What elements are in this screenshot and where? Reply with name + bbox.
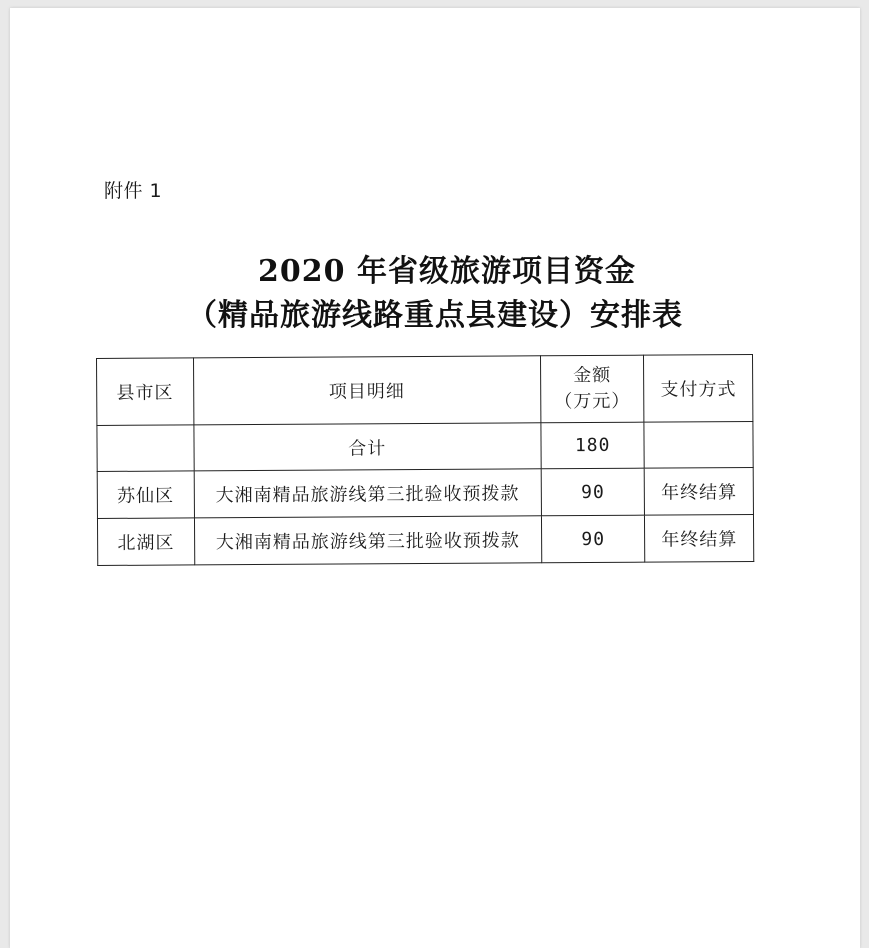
row-amount-cell: 90 xyxy=(541,468,645,516)
header-amount-line-1: 金额 xyxy=(573,364,612,387)
document-title-line-1: 2020 年省级旅游项目资金 xyxy=(258,254,636,289)
total-district-cell xyxy=(97,425,194,472)
row-payment-cell: 年终结算 xyxy=(645,467,754,515)
table-row xyxy=(97,514,753,565)
total-payment-cell xyxy=(644,421,753,468)
table-row xyxy=(97,467,753,518)
row-district-cell: 苏仙区 xyxy=(97,471,194,519)
header-district: 县市区 xyxy=(97,358,194,426)
header-amount xyxy=(540,355,644,423)
allocation-table xyxy=(96,354,754,566)
header-amount-line-2: （万元） xyxy=(554,390,631,413)
document-page xyxy=(10,8,860,948)
header-payment: 支付方式 xyxy=(644,354,753,422)
row-district-cell: 北湖区 xyxy=(97,518,194,566)
document-title-line-2: （精品旅游线路重点县建设）安排表 xyxy=(187,298,683,333)
row-payment-cell: 年终结算 xyxy=(645,514,754,562)
row-project-cell: 大湘南精品旅游线第三批验收预拨款 xyxy=(194,516,542,565)
row-project-cell: 大湘南精品旅游线第三批验收预拨款 xyxy=(194,469,542,518)
row-amount-cell: 90 xyxy=(541,515,645,563)
table-header-row xyxy=(97,354,753,425)
total-amount-cell: 180 xyxy=(541,422,645,469)
total-label-cell: 合计 xyxy=(193,423,541,471)
header-project: 项目明细 xyxy=(193,356,541,425)
total-row xyxy=(97,421,753,471)
attachment-label: 附件 1 xyxy=(104,180,163,202)
